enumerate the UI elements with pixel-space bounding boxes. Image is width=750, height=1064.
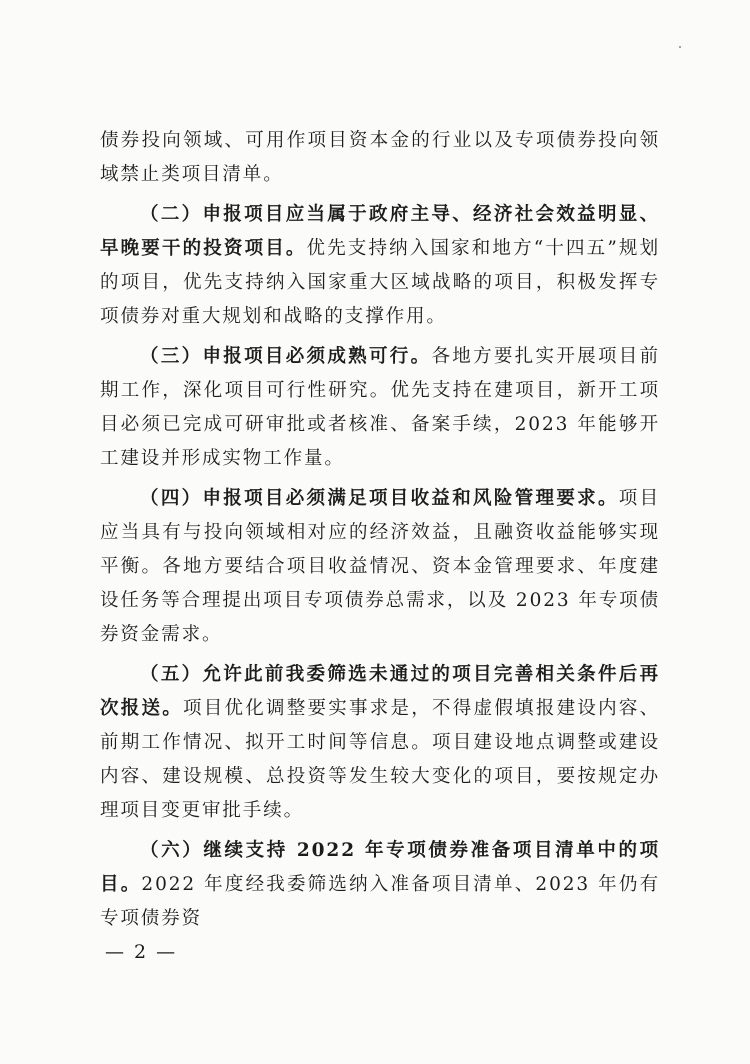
paragraph-6 (100, 834, 660, 936)
paragraph-text: 项目优化调整要实事求是，不得虚假填报建设内容、前期工作情况、拟开工时间等信息。项目建设地点调整或建设内容、建设规模、总投资等发生较大变化的项目，要按规定办理项目变更审批手续。 (100, 698, 660, 821)
paragraph-5 (100, 658, 660, 828)
paragraph-text: 各地方要扎实开展项目前期工作，深化项目可行性研究。优先支持在建项目，新开工项目必须已完成可研审批或者核准、备案手续，2023 年能够开工建设并形成实物工作量。 (100, 346, 660, 469)
paragraph-text: 项目应当具有与投向领域相对应的经济效益，且融资收益能够实现平衡。各地方要结合项目收益情况、资本金管理要求、年度建设任务等合理提出项目专项债券总需求，以及 2023 年专项债券资金需求。 (100, 488, 660, 645)
paragraph-1 (100, 124, 660, 192)
paragraph-text: 2022 年度经我委筛选纳入准备项目清单、2023 年仍有专项债券资 (100, 874, 660, 929)
paragraph-lead: （五）允许此前我委筛选未通过的项目完善相关条件后再次报送。 (100, 664, 660, 719)
paragraph-text: 债券投向领域、可用作项目资本金的行业以及专项债券投向领域禁止类项目清单。 (100, 130, 660, 185)
paragraph-2 (100, 198, 660, 334)
page-number: — 2 — (105, 941, 178, 963)
paragraph-lead: （四）申报项目必须满足项目收益和风险管理要求。 (140, 488, 619, 509)
paragraph-4 (100, 482, 660, 652)
paragraph-lead: （三）申报项目必须成熟可行。 (140, 346, 432, 367)
paragraph-text: 优先支持纳入国家和地方“十四五”规划的项目，优先支持纳入国家重大区域战略的项目，积极发挥专项债券对重大规划和战略的支撑作用。 (100, 238, 660, 327)
body-text (100, 124, 660, 936)
scan-speck (679, 46, 681, 48)
paragraph-lead: （六）继续支持 2022 年专项债券准备项目清单中的项目。 (100, 840, 660, 895)
paragraph-3 (100, 340, 660, 476)
paragraph-lead: （二）申报项目应当属于政府主导、经济社会效益明显、早晚要干的投资项目。 (100, 204, 660, 259)
